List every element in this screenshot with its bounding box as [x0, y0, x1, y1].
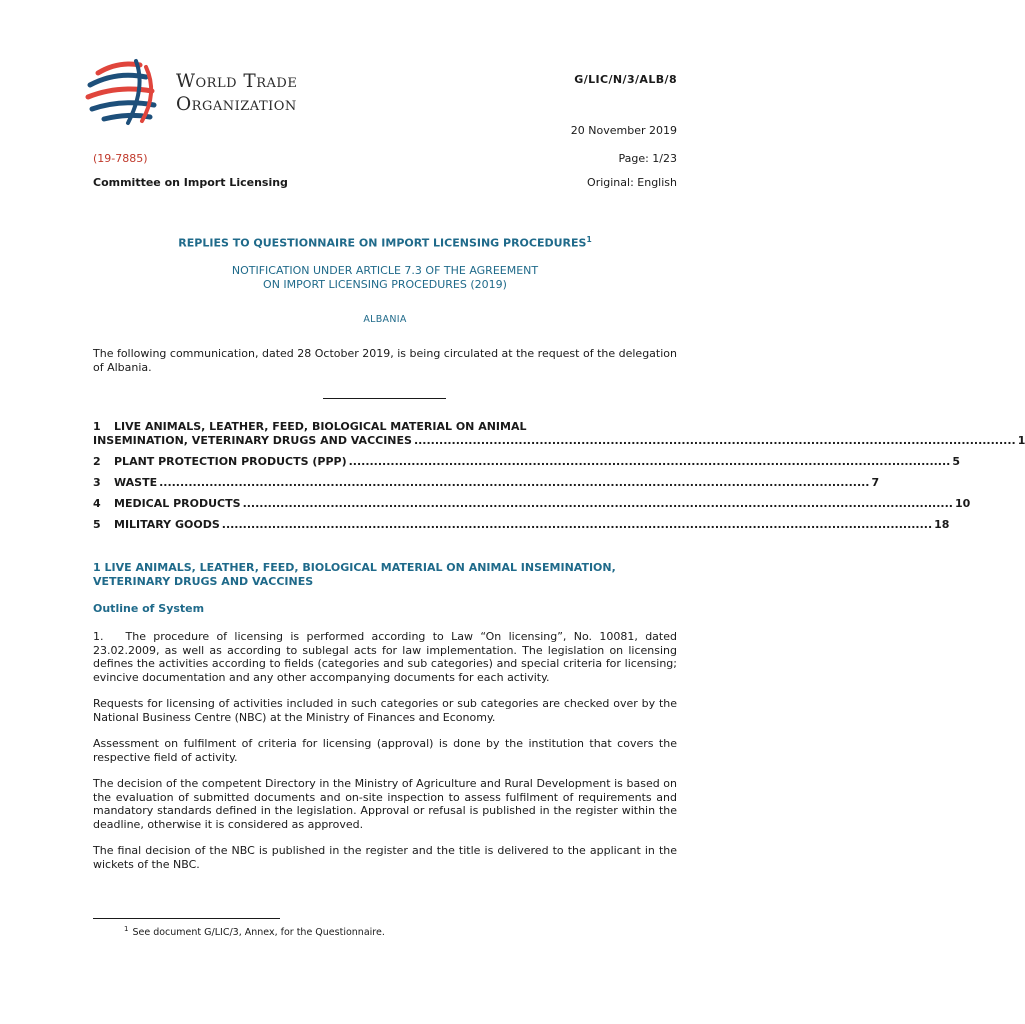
body-paragraph: 1. The procedure of licensing is performed according to Law “On licensing”, No. 10081, dated 23.02.2009, as well as according to sublegal acts for law implementation. The legislation on licensing defines the activities according to fields (categories and sub categories) and special criteria for licensing; evincive documentation and any other accompanying documents for each activity. — [93, 630, 677, 684]
table-of-contents — [93, 420, 1025, 539]
body-paragraph: Assessment on fulfilment of criteria for licensing (approval) is done by the institution that covers the respective field of activity. — [93, 737, 677, 764]
document-date: 20 November 2019 — [570, 124, 677, 137]
toc-label: MEDICAL PRODUCTS — [114, 497, 241, 510]
toc-leader: .......................................................................................................................................................................... — [159, 476, 870, 489]
wto-logo-icon — [84, 57, 164, 129]
toc-leader: .......................................................................................................................................................................... — [221, 518, 933, 531]
toc-page: 18 — [934, 518, 950, 531]
section-body — [93, 630, 677, 884]
toc-number: 4 — [93, 497, 101, 510]
document-title-text: REPLIES TO QUESTIONNAIRE ON IMPORT LICENSING PROCEDURES — [178, 236, 587, 250]
toc-label-line1: LIVE ANIMALS, LEATHER, FEED, BIOLOGICAL MATERIAL ON ANIMAL — [114, 420, 527, 433]
reference-number: (19-7885) — [93, 152, 148, 165]
section-heading: 1 LIVE ANIMALS, LEATHER, FEED, BIOLOGICAL MATERIAL ON ANIMAL INSEMINATION, VETERINARY DRUGS AND VACCINES — [93, 561, 616, 588]
toc-page: 1 — [1017, 434, 1025, 447]
toc-label: MILITARY GOODS — [114, 518, 220, 531]
country-name-text: ALBANIA — [363, 314, 407, 325]
body-paragraph: The decision of the competent Directory in the Ministry of Agriculture and Rural Development is based on the evaluation of submitted documents and on-site inspection to assess fulfilment of requirements and mandatory standards defined in the legislation. Approval or refusal is published in the register within the deadline, otherwise it is considered as approved. — [93, 777, 677, 831]
toc-number: 1 — [93, 420, 101, 433]
footnote-reference[interactable]: 1 — [586, 235, 592, 244]
page-number: Page: 1/23 — [618, 152, 677, 165]
toc-label: INSEMINATION, VETERINARY DRUGS AND VACCINES — [93, 434, 412, 447]
footnote-text: See document G/LIC/3, Annex, for the Questionnaire. — [132, 927, 385, 939]
organization-name — [176, 70, 297, 116]
toc-leader: .......................................................................................................................................................................... — [242, 497, 953, 510]
original-language: Original: English — [587, 176, 677, 189]
footnote-separator — [93, 918, 280, 919]
toc-number: 5 — [93, 518, 101, 531]
toc-page: 10 — [954, 497, 971, 510]
country-name — [93, 314, 677, 325]
body-paragraph: The final decision of the NBC is published in the register and the title is delivered to the applicant in the wickets of the NBC. — [93, 844, 677, 871]
organization-name-line2: Organization — [176, 94, 297, 115]
committee-name: Committee on Import Licensing — [93, 176, 288, 189]
toc-leader: ................................................................................................................................................ — [348, 455, 951, 468]
intro-paragraph: The following communication, dated 28 October 2019, is being circulated at the request of the delegation of Albania. — [93, 347, 677, 374]
toc-number: 3 — [93, 476, 101, 489]
toc-item[interactable] — [93, 455, 960, 469]
toc-page: 7 — [871, 476, 880, 489]
toc-number: 2 — [93, 455, 101, 468]
toc-item[interactable] — [93, 518, 950, 532]
document-symbol: G/LIC/N/3/ALB/8 — [574, 73, 677, 86]
toc-item[interactable] — [93, 476, 880, 490]
subtitle-line1: NOTIFICATION UNDER ARTICLE 7.3 OF THE AGREEMENT — [231, 264, 539, 277]
toc-label: PLANT PROTECTION PRODUCTS (PPP) — [114, 455, 347, 468]
separator-line — [323, 398, 446, 399]
footnote — [124, 925, 385, 938]
footnote-mark: 1 — [124, 925, 129, 933]
toc-leader: ................................................................................................................................................ — [413, 434, 1016, 447]
document-subtitle — [93, 264, 677, 292]
toc-label: WASTE — [114, 476, 158, 489]
toc-item[interactable] — [93, 497, 971, 511]
subtitle-line2: ON IMPORT LICENSING PROCEDURES (2019) — [263, 278, 507, 291]
body-paragraph: Requests for licensing of activities included in such categories or sub categories are checked over by the National Business Centre (NBC) at the Ministry of Finances and Economy. — [93, 697, 677, 724]
toc-page: 5 — [952, 455, 960, 468]
document-title — [93, 235, 677, 250]
toc-item[interactable] — [93, 420, 1025, 448]
section-subheading: Outline of System — [93, 602, 205, 615]
organization-name-line1: World Trade — [176, 71, 298, 92]
